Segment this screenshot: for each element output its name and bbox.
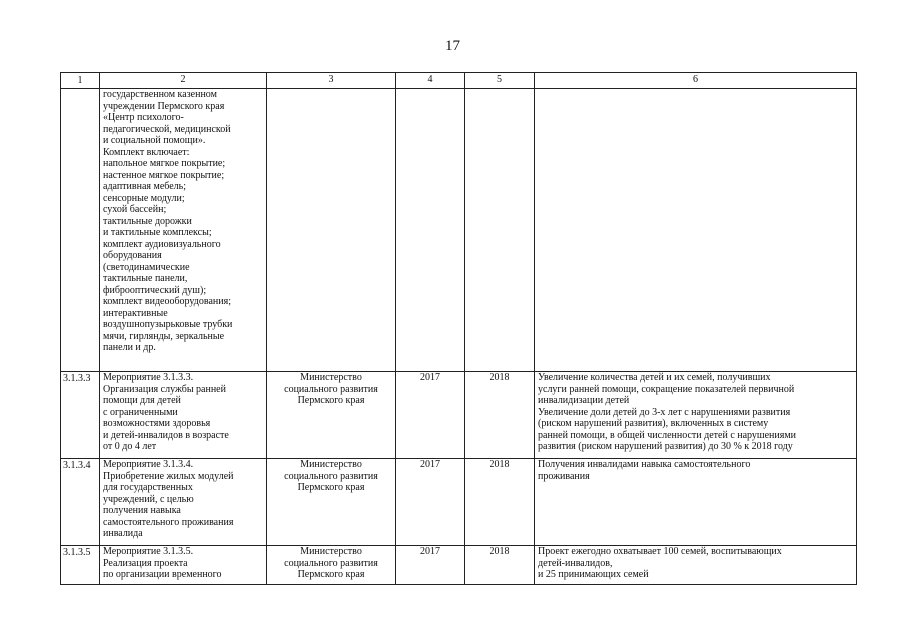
end-year: 2018	[465, 372, 535, 459]
column-header-6: 6	[535, 73, 857, 89]
event-description: государственном казенном учреждении Пермского края «Центр психолого- педагогической, медицинской и социальной помощи». Комплект включает: напольное мягкое покрытие; настенное мягкое покрытие; адаптивная мебель; сенсорные модули; сухой бассейн; тактильные дорожки и тактильные комплексы; комплект аудиовизуального оборудования (светодинамические тактильные панели, фиброоптический душ); комплект видеооборудования; интерактивные воздушнопузырьковые трубки мячи, гирлянды, зеркальные панели и др.	[100, 89, 267, 372]
table-row	[61, 459, 857, 546]
table-header-row	[61, 73, 857, 89]
measures-table	[60, 72, 857, 585]
event-description: Мероприятие 3.1.3.4. Приобретение жилых модулей для государственных учреждений, с целью получения навыка самостоятельного проживания инвалида	[100, 459, 267, 546]
start-year: 2017	[396, 372, 465, 459]
event-description: Мероприятие 3.1.3.5. Реализация проекта по организации временного	[100, 546, 267, 585]
start-year: 2017	[396, 459, 465, 546]
row-number	[61, 89, 100, 372]
start-year: 2017	[396, 546, 465, 585]
executor	[267, 89, 396, 372]
expected-result: Проект ежегодно охватывает 100 семей, воспитывающих детей-инвалидов, и 25 принимающих семей	[535, 546, 857, 585]
executor: Министерство социального развития Пермского края	[267, 546, 396, 585]
column-header-2: 2	[100, 73, 267, 89]
row-number: 3.1.3.5	[61, 546, 100, 585]
start-year	[396, 89, 465, 372]
table-row	[61, 89, 857, 372]
row-number: 3.1.3.3	[61, 372, 100, 459]
row-number: 3.1.3.4	[61, 459, 100, 546]
column-header-4: 4	[396, 73, 465, 89]
page-number: 17	[445, 38, 460, 54]
expected-result: Увеличение количества детей и их семей, получивших услуги ранней помощи, сокращение показателей первичной инвалидизации детей Увеличение доли детей до 3-х лет с нарушениями развития (риском нарушений развития), включенных в систему ранней помощи, в общей численности детей с нарушениями развития (риском нарушений развития) до 30 % к 2018 году	[535, 372, 857, 459]
executor: Министерство социального развития Пермского края	[267, 459, 396, 546]
table-row	[61, 372, 857, 459]
column-header-3: 3	[267, 73, 396, 89]
expected-result	[535, 89, 857, 372]
end-year	[465, 89, 535, 372]
end-year: 2018	[465, 459, 535, 546]
table-row	[61, 546, 857, 585]
executor: Министерство социального развития Пермского края	[267, 372, 396, 459]
end-year: 2018	[465, 546, 535, 585]
expected-result: Получения инвалидами навыка самостоятельного проживания	[535, 459, 857, 546]
column-header-5: 5	[465, 73, 535, 89]
event-description: Мероприятие 3.1.3.3. Организация службы ранней помощи для детей с ограниченными возможностями здоровья и детей-инвалидов в возрасте от 0 до 4 лет	[100, 372, 267, 459]
column-header-1: 1	[61, 73, 100, 89]
